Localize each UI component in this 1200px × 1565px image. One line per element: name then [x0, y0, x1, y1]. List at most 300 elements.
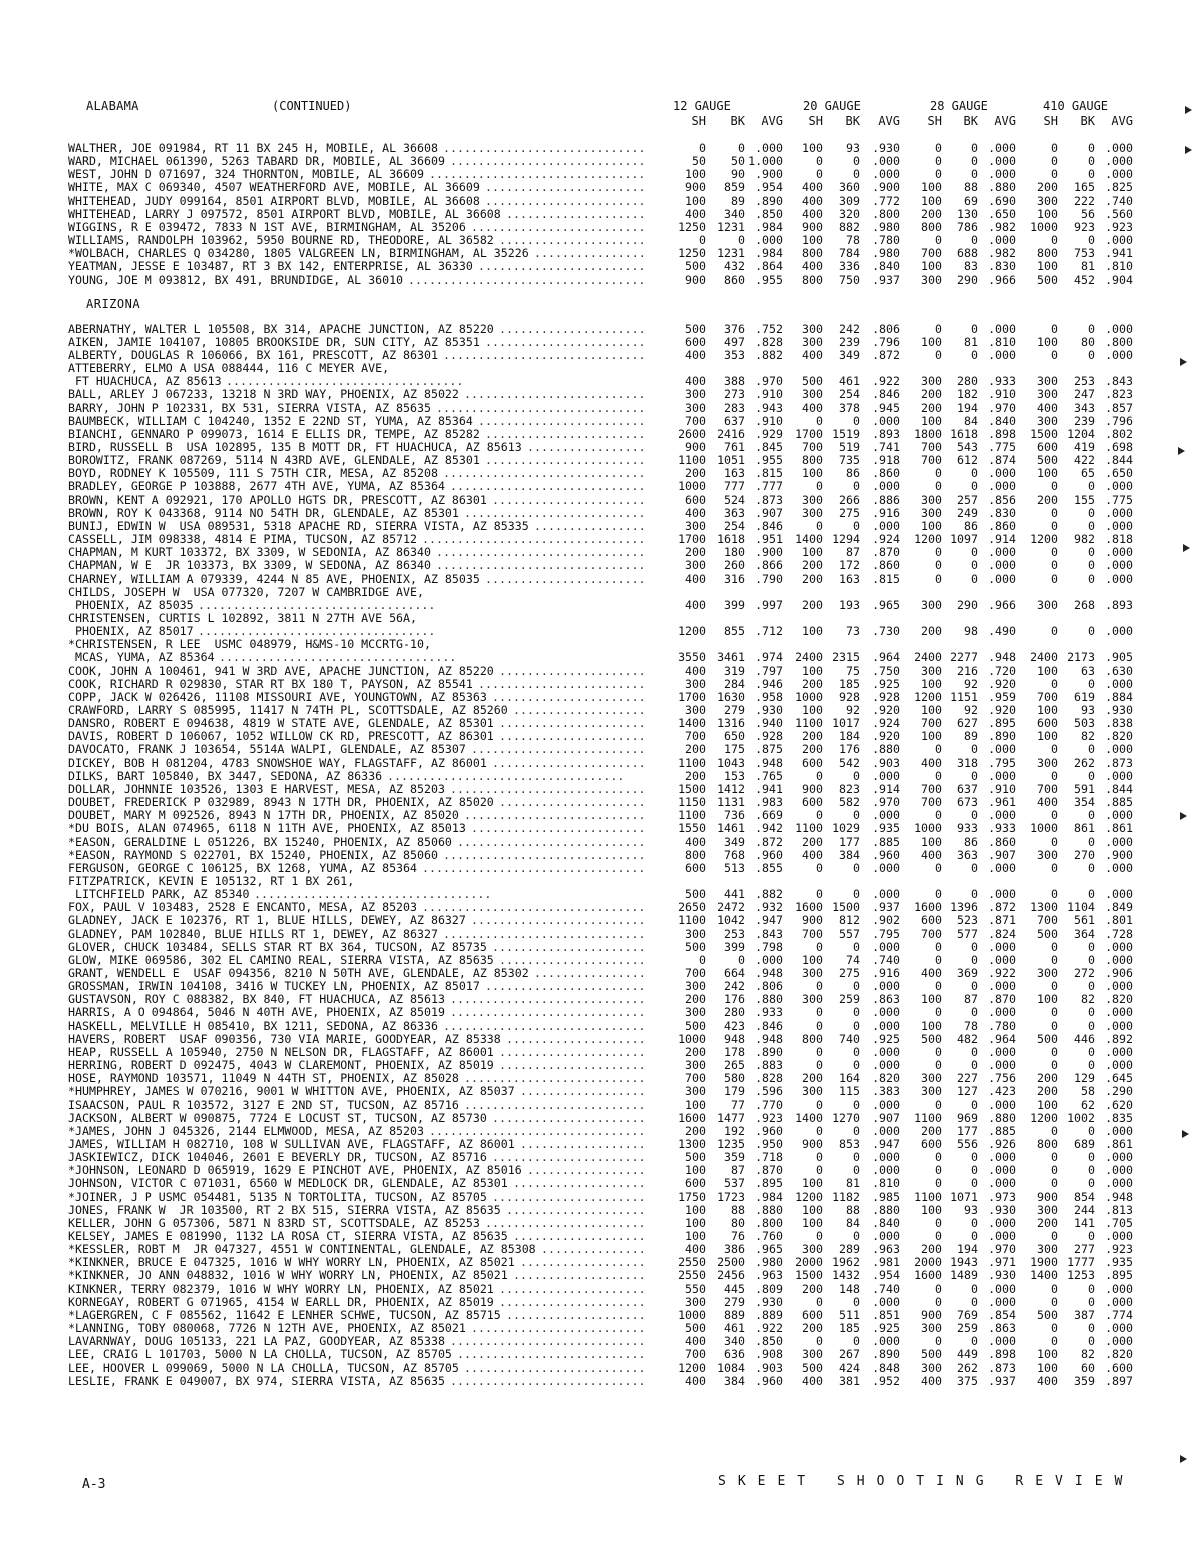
- gauge-20-avg: .965: [872, 597, 900, 612]
- gauge-12-bk: 1131: [717, 795, 745, 810]
- gauge-20-sh: 300: [802, 387, 823, 402]
- gauge-410-sh: 0: [1051, 1058, 1058, 1073]
- gauge-28-bk: 87: [964, 992, 978, 1007]
- gauge-20-bk: 0: [853, 1294, 860, 1309]
- gauge-28-bk: 194: [957, 400, 978, 415]
- shooter-entry: *JOHNSON, LEONARD D 065919, 1629 E PINCHOT AVE, PHOENIX, AZ 85016: [68, 1163, 522, 1178]
- shooter-entry: MCAS, YUMA, AZ 85364: [68, 650, 215, 665]
- gauge-410-avg: .813: [1105, 1202, 1133, 1217]
- table-row: [0, 323, 1200, 336]
- gauge-410-bk: 60: [1081, 1360, 1095, 1375]
- gauge-28-bk: 375: [957, 1373, 978, 1388]
- gauge-20-avg: .980: [872, 219, 900, 234]
- gauge-28-sh: 1200: [914, 532, 942, 547]
- table-row: [0, 638, 1200, 651]
- gauge-20-avg: .937: [872, 900, 900, 915]
- gauge-410-sh: 300: [1037, 597, 1058, 612]
- dot-leader: ................................: [422, 860, 646, 875]
- gauge-28-bk: 933: [957, 821, 978, 836]
- gauge-12-bk: 77: [731, 1097, 745, 1112]
- gauge-20-sh: 1100: [795, 821, 823, 836]
- gauge-410-avg: .000: [1105, 676, 1133, 691]
- dot-leader: ....................: [506, 206, 646, 221]
- table-row: [0, 142, 1200, 155]
- gauge-20-sh: 300: [802, 1084, 823, 1099]
- gauge-20-bk: 92: [846, 703, 860, 717]
- gauge-12-sh: 300: [685, 387, 706, 402]
- table-row: [0, 1256, 1200, 1269]
- gauge-28-bk: 177: [957, 1123, 978, 1138]
- gauge-12-bk: 0: [738, 952, 745, 967]
- table-row: [0, 336, 1200, 349]
- gauge-28-sh: 0: [935, 141, 942, 155]
- gauge-20-avg: .907: [872, 1110, 900, 1125]
- gauge-410-sh: 500: [1037, 272, 1058, 287]
- gauge-410-avg: .818: [1105, 532, 1133, 547]
- gauge-12-bk: 340: [724, 206, 745, 221]
- gauge-12-avg: .000: [755, 952, 783, 967]
- table-row: [0, 1006, 1200, 1019]
- gauge-410-sh: 0: [1051, 1150, 1058, 1165]
- table-row: [0, 454, 1200, 467]
- dot-leader: ...........................: [457, 834, 646, 849]
- shooter-entry: FERGUSON, GEORGE C 106125, BX 1268, YUMA, AZ 85364: [68, 860, 418, 875]
- gauge-12-sh: 100: [685, 1097, 706, 1112]
- gauge-12-avg: .983: [755, 795, 783, 810]
- gauge-28-bk: 290: [957, 272, 978, 287]
- gauge-20-sh: 0: [816, 518, 823, 533]
- gauge-410-bk: 0: [1088, 768, 1095, 783]
- gauge-28-sh: 0: [935, 742, 942, 757]
- dot-leader: .......................: [485, 571, 646, 586]
- table-row: [0, 1099, 1200, 1112]
- gauge-12-avg: .974: [755, 650, 783, 665]
- gauge-12-sh: 1400: [678, 716, 706, 731]
- gauge-20-bk: 0: [853, 1123, 860, 1138]
- gauge-20-bk: 275: [839, 966, 860, 980]
- gauge-28-bk: 556: [957, 1136, 978, 1151]
- gauge-410-sh: 300: [1037, 1202, 1058, 1217]
- gauge-12-bk: 497: [724, 334, 745, 349]
- gauge-12-sh: 300: [685, 558, 706, 573]
- gauge-20-avg: .920: [872, 729, 900, 744]
- gauge-12-avg: .941: [755, 781, 783, 796]
- gauge-12-bk: 340: [724, 1334, 745, 1349]
- gauge-28-bk: 523: [957, 913, 978, 928]
- gauge-28-avg: .971: [988, 1255, 1016, 1270]
- column-subheading-bk: BK: [845, 114, 860, 128]
- gauge-410-avg: .000: [1105, 154, 1133, 169]
- gauge-410-avg: .861: [1105, 821, 1133, 836]
- gauge-410-sh: 300: [1037, 387, 1058, 402]
- gauge-20-bk: 812: [839, 913, 860, 928]
- gauge-20-sh: 200: [802, 1321, 823, 1336]
- gauge-20-avg: .980: [872, 246, 900, 261]
- gauge-12-sh: 600: [685, 334, 706, 349]
- gauge-410-sh: 100: [1037, 259, 1058, 274]
- gauge-28-sh: 0: [935, 860, 942, 875]
- gauge-28-bk: 83: [964, 259, 978, 274]
- gauge-20-avg: .000: [872, 887, 900, 902]
- gauge-20-bk: 0: [853, 768, 860, 783]
- table-row: [0, 836, 1200, 849]
- shooter-entry: HOSE, RAYMOND 103571, 11049 N 44TH ST, PHOENIX, AZ 85028: [68, 1071, 459, 1086]
- gauge-28-avg: .000: [988, 1005, 1016, 1020]
- shooter-entry: JONES, FRANK W JR 103500, RT 2 BX 515, SIERRA VISTA, AZ 85635: [68, 1202, 501, 1217]
- gauge-28-avg: .490: [988, 624, 1016, 639]
- gauge-28-sh: 0: [935, 1097, 942, 1112]
- gauge-28-sh: 2000: [914, 1255, 942, 1270]
- gauge-410-bk: 0: [1088, 952, 1095, 967]
- gauge-12-sh: 1250: [678, 246, 706, 261]
- gauge-410-sh: 0: [1051, 347, 1058, 362]
- gauge-28-bk: 0: [971, 939, 978, 954]
- gauge-410-avg: .948: [1105, 1189, 1133, 1204]
- gauge-12-avg: .928: [755, 729, 783, 744]
- gauge-20-bk: 242: [839, 321, 860, 336]
- gauge-20-avg: .741: [872, 440, 900, 454]
- gauge-410-bk: 93: [1081, 703, 1095, 717]
- shooter-entry: CHAPMAN, W E JR 103373, BX 3309, W SEDONA, AZ 86340: [68, 558, 431, 573]
- table-row: [0, 941, 1200, 954]
- table-row: [0, 208, 1200, 221]
- gauge-20-sh: 700: [802, 926, 823, 941]
- gauge-28-sh: 300: [921, 663, 942, 678]
- gauge-410-avg: .698: [1105, 440, 1133, 454]
- gauge-12-sh: 400: [685, 374, 706, 389]
- gauge-20-bk: 461: [839, 374, 860, 389]
- gauge-20-avg: .780: [872, 233, 900, 248]
- gauge-28-avg: .000: [988, 545, 1016, 560]
- gauge-28-sh: 0: [935, 347, 942, 362]
- gauge-410-bk: 0: [1088, 1005, 1095, 1020]
- gauge-12-sh: 3550: [678, 650, 706, 665]
- gauge-12-bk: 2500: [717, 1255, 745, 1270]
- table-row: [0, 494, 1200, 507]
- gauge-410-avg: .904: [1105, 272, 1133, 287]
- table-row: [0, 1112, 1200, 1125]
- gauge-410-sh: 200: [1037, 1071, 1058, 1086]
- gauge-28-sh: 1200: [914, 689, 942, 704]
- gauge-12-bk: 284: [724, 676, 745, 691]
- gauge-410-avg: .000: [1105, 860, 1133, 875]
- gauge-12-bk: 524: [724, 492, 745, 507]
- gauge-12-sh: 800: [685, 847, 706, 862]
- gauge-20-avg: .860: [872, 466, 900, 481]
- gauge-12-bk: 1231: [717, 246, 745, 261]
- gauge-20-bk: 336: [839, 259, 860, 274]
- shooter-entry: COOK, RICHARD R 029830, STAR RT BX 180 T, PAYSON, AZ 85541: [68, 676, 473, 691]
- gauge-20-bk: 0: [853, 1163, 860, 1178]
- margin-mark: [1185, 146, 1192, 154]
- gauge-28-bk: 1097: [950, 532, 978, 547]
- gauge-12-avg: .809: [755, 1281, 783, 1296]
- gauge-12-bk: 1723: [717, 1189, 745, 1204]
- gauge-410-avg: .000: [1105, 1281, 1133, 1296]
- gauge-410-sh: 600: [1037, 440, 1058, 454]
- table-row: [0, 507, 1200, 520]
- gauge-20-sh: 100: [802, 663, 823, 678]
- gauge-12-bk: 461: [724, 1321, 745, 1336]
- table-row: [0, 1020, 1200, 1033]
- gauge-12-bk: 664: [724, 966, 745, 980]
- gauge-28-bk: 0: [971, 1176, 978, 1191]
- gauge-410-avg: .796: [1105, 413, 1133, 428]
- gauge-20-sh: 300: [802, 992, 823, 1007]
- shooter-entry: *JAMES, JOHN J 045326, 2144 ELMWOOD, MESA, AZ 85203: [68, 1123, 424, 1138]
- dot-leader: .......................: [485, 193, 646, 208]
- shooter-entry: GLADNEY, JACK E 102376, RT 1, BLUE HILLS, DEWEY, AZ 86327: [68, 913, 466, 928]
- gauge-20-sh: 1000: [795, 689, 823, 704]
- gauge-12-avg: .875: [755, 742, 783, 757]
- gauge-410-bk: 503: [1074, 716, 1095, 731]
- gauge-12-sh: 1100: [678, 808, 706, 823]
- gauge-20-bk: 0: [853, 167, 860, 182]
- shooter-entry: ALBERTY, DOUGLAS R 106066, BX 161, PRESCOTT, AZ 86301: [68, 347, 438, 362]
- table-row: [0, 181, 1200, 194]
- gauge-410-sh: 0: [1051, 505, 1058, 520]
- gauge-28-avg: .756: [988, 1071, 1016, 1086]
- gauge-410-bk: 155: [1074, 492, 1095, 507]
- table-row: [0, 1348, 1200, 1361]
- gauge-12-sh: 100: [685, 1215, 706, 1230]
- gauge-28-sh: 400: [921, 966, 942, 980]
- dot-leader: .............................: [443, 1018, 646, 1033]
- gauge-12-sh: 200: [685, 466, 706, 481]
- dot-leader: ....................: [506, 1202, 646, 1217]
- gauge-410-avg: .820: [1105, 1347, 1133, 1362]
- table-row: [0, 980, 1200, 993]
- gauge-410-avg: .000: [1105, 742, 1133, 757]
- shooter-entry: BRADLEY, GEORGE P 103888, 2677 4TH AVE, YUMA, AZ 85364: [68, 479, 445, 494]
- gauge-20-sh: 300: [802, 492, 823, 507]
- table-row: [0, 849, 1200, 862]
- gauge-28-sh: 100: [921, 518, 942, 533]
- table-row: [0, 274, 1200, 287]
- gauge-28-avg: .970: [988, 400, 1016, 415]
- gauge-20-sh: 600: [802, 1307, 823, 1322]
- gauge-410-bk: 0: [1088, 834, 1095, 849]
- gauge-20-sh: 300: [802, 321, 823, 336]
- gauge-28-sh: 0: [935, 1281, 942, 1296]
- gauge-410-bk: 0: [1088, 742, 1095, 757]
- gauge-12-avg: .960: [755, 1123, 783, 1138]
- gauge-20-avg: .947: [872, 1136, 900, 1151]
- gauge-20-avg: .902: [872, 913, 900, 928]
- gauge-12-sh: 400: [685, 834, 706, 849]
- gauge-12-bk: 736: [724, 808, 745, 823]
- gauge-20-avg: .851: [872, 1307, 900, 1322]
- gauge-20-bk: 1270: [832, 1110, 860, 1125]
- table-row: [0, 1217, 1200, 1230]
- gauge-12-avg: .947: [755, 913, 783, 928]
- gauge-28-avg: .000: [988, 479, 1016, 494]
- gauge-410-bk: 0: [1088, 1163, 1095, 1178]
- gauge-28-avg: .000: [988, 808, 1016, 823]
- shooter-entry: DILKS, BART 105840, BX 3447, SEDONA, AZ 86336: [68, 768, 383, 783]
- gauge-12-bk: 253: [724, 926, 745, 941]
- gauge-410-sh: 0: [1051, 952, 1058, 967]
- dot-leader: .......................: [485, 334, 646, 349]
- gauge-410-bk: 0: [1088, 233, 1095, 248]
- gauge-28-avg: .000: [988, 167, 1016, 182]
- gauge-28-sh: 2400: [914, 650, 942, 665]
- gauge-20-sh: 200: [802, 571, 823, 586]
- gauge-28-bk: 0: [971, 1058, 978, 1073]
- gauge-410-bk: 387: [1074, 1307, 1095, 1322]
- shooter-entry: WEST, JOHN D 071697, 324 THORNTON, MOBILE, AL 36609: [68, 167, 424, 182]
- section-heading: ARIZONA: [86, 296, 141, 311]
- gauge-410-bk: 0: [1088, 1058, 1095, 1073]
- gauge-20-avg: .815: [872, 571, 900, 586]
- gauge-12-avg: .908: [755, 1347, 783, 1362]
- gauge-28-avg: .000: [988, 1334, 1016, 1349]
- gauge-28-sh: 0: [935, 479, 942, 494]
- gauge-410-sh: 300: [1037, 374, 1058, 389]
- gauge-12-bk: 50: [731, 154, 745, 169]
- shooter-entry: DOLLAR, JOHNNIE 103526, 1303 E HARVEST, MESA, AZ 85203: [68, 781, 445, 796]
- gauge-20-bk: 78: [846, 233, 860, 248]
- gauge-410-avg: .000: [1105, 479, 1133, 494]
- gauge-12-sh: 400: [685, 571, 706, 586]
- gauge-410-sh: 100: [1037, 1097, 1058, 1112]
- gauge-12-sh: 2650: [678, 900, 706, 915]
- shooter-entry: GLOVER, CHUCK 103484, SELLS STAR RT BX 364, TUCSON, AZ 85735: [68, 939, 487, 954]
- gauge-28-avg: .856: [988, 492, 1016, 507]
- gauge-12-avg: .843: [755, 926, 783, 941]
- gauge-28-avg: .860: [988, 518, 1016, 533]
- gauge-20-sh: 0: [816, 887, 823, 902]
- gauge-20-avg: .925: [872, 1031, 900, 1046]
- dot-leader: ..................: [520, 1255, 646, 1270]
- gauge-12-bk: 254: [724, 518, 745, 533]
- gauge-410-sh: 0: [1051, 1044, 1058, 1059]
- gauge-12-sh: 300: [685, 1294, 706, 1309]
- gauge-410-bk: 272: [1074, 966, 1095, 980]
- gauge-12-bk: 353: [724, 347, 745, 362]
- gauge-28-bk: 1489: [950, 1268, 978, 1283]
- gauge-20-bk: 823: [839, 781, 860, 796]
- gauge-28-bk: 1943: [950, 1255, 978, 1270]
- gauge-28-bk: 2277: [950, 650, 978, 665]
- gauge-28-avg: .000: [988, 1097, 1016, 1112]
- gauge-410-sh: 0: [1051, 1321, 1058, 1336]
- gauge-20-avg: .730: [872, 624, 900, 639]
- gauge-20-bk: 0: [853, 1229, 860, 1243]
- gauge-12-bk: 283: [724, 400, 745, 415]
- gauge-28-avg: .690: [988, 193, 1016, 208]
- gauge-28-avg: .982: [988, 219, 1016, 234]
- table-row: [0, 221, 1200, 234]
- gauge-410-sh: 300: [1037, 193, 1058, 208]
- table-row: [0, 441, 1200, 454]
- gauge-20-avg: .916: [872, 505, 900, 520]
- shooter-entry: GLADNEY, PAM 102840, BLUE HILLS RT 1, DEWEY, AZ 86327: [68, 926, 438, 941]
- table-row: [0, 415, 1200, 428]
- gauge-20-bk: 0: [853, 887, 860, 902]
- gauge-28-bk: 0: [971, 321, 978, 336]
- gauge-28-sh: 800: [921, 219, 942, 234]
- gauge-12-avg: .828: [755, 1071, 783, 1086]
- gauge-20-bk: 0: [853, 939, 860, 954]
- gauge-410-avg: .857: [1105, 400, 1133, 415]
- gauge-20-bk: 0: [853, 1097, 860, 1112]
- gauge-410-sh: 0: [1051, 1018, 1058, 1033]
- gauge-12-bk: 3461: [717, 650, 745, 665]
- gauge-410-bk: 0: [1088, 979, 1095, 994]
- gauge-410-bk: 262: [1074, 755, 1095, 770]
- gauge-12-avg: .880: [755, 992, 783, 1007]
- gauge-12-bk: 280: [724, 1005, 745, 1020]
- gauge-410-bk: 0: [1088, 676, 1095, 691]
- gauge-20-bk: 381: [839, 1373, 860, 1388]
- shooter-entry: GLOW, MIKE 069586, 302 EL CAMINO REAL, SIERRA VISTA, AZ 85635: [68, 952, 494, 967]
- gauge-12-avg: .951: [755, 532, 783, 547]
- gauge-28-sh: 200: [921, 1242, 942, 1257]
- gauge-410-bk: 0: [1088, 545, 1095, 560]
- gauge-410-avg: .810: [1105, 259, 1133, 274]
- gauge-20-bk: 73: [846, 624, 860, 639]
- gauge-410-avg: .774: [1105, 1307, 1133, 1322]
- gauge-28-sh: 300: [921, 492, 942, 507]
- shooter-entry: KINKNER, TERRY 082379, 1016 W WHY WORRY LN, PHOENIX, AZ 85021: [68, 1281, 494, 1296]
- gauge-20-sh: 200: [802, 1071, 823, 1086]
- gauge-20-sh: 900: [802, 913, 823, 928]
- gauge-28-sh: 0: [935, 1005, 942, 1020]
- gauge-410-sh: 1300: [1030, 900, 1058, 915]
- table-row: [0, 796, 1200, 809]
- gauge-20-bk: 0: [853, 1005, 860, 1020]
- shooter-entry: DAVOCATO, FRANK J 103654, 5514A WALPI, GLENDALE, AZ 85307: [68, 742, 466, 757]
- gauge-20-bk: 1519: [832, 426, 860, 441]
- gauge-28-avg: .000: [988, 154, 1016, 169]
- gauge-410-sh: 800: [1037, 1136, 1058, 1151]
- gauge-410-avg: .000: [1105, 233, 1133, 248]
- gauge-28-bk: 182: [957, 387, 978, 402]
- gauge-20-bk: 164: [839, 1071, 860, 1086]
- gauge-12-sh: 50: [692, 154, 706, 169]
- gauge-28-bk: 0: [971, 233, 978, 248]
- gauge-20-bk: 0: [853, 1058, 860, 1073]
- gauge-20-avg: .886: [872, 492, 900, 507]
- gauge-28-avg: .922: [988, 966, 1016, 980]
- gauge-20-avg: .914: [872, 781, 900, 796]
- gauge-410-bk: 277: [1074, 1242, 1095, 1257]
- gauge-20-bk: 0: [853, 979, 860, 994]
- gauge-12-sh: 700: [685, 729, 706, 744]
- gauge-28-heading: 28 GAUGE: [930, 99, 988, 113]
- gauge-28-sh: 0: [935, 154, 942, 169]
- gauge-12-sh: 1700: [678, 689, 706, 704]
- gauge-410-bk: 364: [1074, 926, 1095, 941]
- gauge-28-avg: .810: [988, 334, 1016, 349]
- gauge-28-avg: .970: [988, 1242, 1016, 1257]
- gauge-20-sh: 300: [802, 1347, 823, 1362]
- gauge-28-avg: .890: [988, 729, 1016, 744]
- gauge-20-sh: 300: [802, 966, 823, 980]
- gauge-20-avg: .981: [872, 1255, 900, 1270]
- gauge-12-bk: 537: [724, 1176, 745, 1191]
- gauge-12-avg: .882: [755, 347, 783, 362]
- gauge-28-sh: 600: [921, 913, 942, 928]
- gauge-12-bk: 265: [724, 1058, 745, 1073]
- dot-leader: .....................: [499, 952, 646, 967]
- gauge-28-sh: 100: [921, 834, 942, 849]
- gauge-410-avg: .000: [1105, 141, 1133, 155]
- gauge-12-avg: .797: [755, 663, 783, 678]
- gauge-12-bk: 386: [724, 1242, 745, 1257]
- shooter-entry: BIANCHI, GENNARO P 099073, 1614 E ELLIS DR, TEMPE, AZ 85282: [68, 426, 480, 441]
